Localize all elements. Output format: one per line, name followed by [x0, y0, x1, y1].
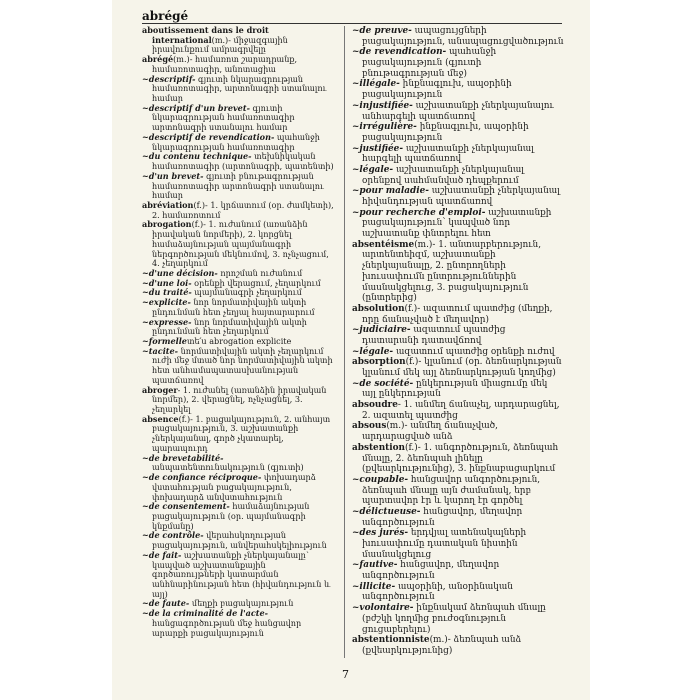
definition-text: գյուտի բնութագրության համառոտագիր արտոնագրի ստանալու համար	[152, 170, 324, 201]
definition-text: 1. բացակայություն, 2. անհայտ բացակայություն, 3. աշխատանքի չներկայանալ, գործ չկատարել, պարապուրդ	[152, 413, 331, 453]
dictionary-subentry	[142, 133, 337, 152]
dictionary-subentry	[142, 473, 337, 502]
right-column	[352, 26, 564, 657]
dictionary-subentry	[142, 298, 337, 317]
definition-text: աշխատանքի չներկայանալը՝ կապված աշխատանքային գործառույթների կատարման անհնարինության հետ (հիվանդություն և այլ)	[152, 549, 331, 599]
definition-text: պահանջի նկարագրության համառոտագիր	[152, 131, 320, 152]
dictionary-entry	[352, 240, 564, 304]
grammar-label: (m.)-	[173, 54, 193, 65]
page-header	[142, 5, 562, 24]
phrase: ~descriptif d'un brevet-	[142, 102, 250, 113]
phrase: ~de fait-	[142, 549, 182, 560]
grammar-label: (m.)-	[211, 34, 231, 45]
grammar-label: (f.)-	[193, 199, 208, 210]
definition-text: աշխատանքի չներկայանալ հիվանդության պատճառով	[362, 186, 560, 207]
dictionary-entry	[352, 357, 564, 378]
grammar-label: (f.)-	[405, 442, 421, 453]
grammar-label: (f.)-	[178, 413, 193, 424]
dictionary-subentry	[352, 475, 564, 507]
definition-text: վերահսկողության բացակայություն, անվերահսկելիություն	[152, 530, 327, 551]
dictionary-subentry	[142, 531, 337, 550]
definition-text: միջազգային իրավունքում ամրագրվելը	[152, 34, 288, 55]
phrase: ~explicite-	[142, 297, 191, 308]
headword: absentéisme	[352, 239, 415, 250]
definition-text: abrogation explicite	[206, 336, 292, 346]
phrase: ~des jurés-	[352, 528, 409, 539]
phrase: ~pour maladie-	[352, 186, 429, 197]
definition-text: 1. անգործություն, ձեռնպահ մնալը, 2. ձեռնպահ լինելը (քվեարկությունից), 3. ինքնաբացարկում	[362, 442, 559, 475]
headword: absence	[142, 413, 179, 424]
phrase: ~de contrôle-	[142, 530, 204, 541]
definition-text: ազատում պատժից օրենքի ուժով	[393, 346, 555, 357]
headword: abstention	[352, 442, 405, 453]
dictionary-subentry	[142, 172, 337, 201]
phrase: ~injustifiée-	[352, 100, 413, 111]
grammar-label: (m.)-	[429, 635, 451, 646]
phrase: ~expresse-	[142, 316, 192, 327]
grammar-label: -	[397, 400, 401, 411]
definition-text: աշխատանքի չներկայանալ հարգելի պատճառով	[362, 143, 534, 165]
phrase: ~illégale-	[352, 79, 400, 90]
phrase: ~d'une décision-	[142, 267, 218, 278]
phrase: ~de faute-	[142, 598, 190, 609]
dictionary-entry	[142, 201, 337, 220]
left-column	[142, 26, 337, 638]
definition-text: համառոտ շարադրանք, համառոտագիր, անոտացիա	[152, 54, 298, 74]
definition-text: գյուտի նկարագրության համառոտագիր, արտոնագրի ստանալու համար	[152, 73, 327, 104]
definition-text: անպատենտունակություն (գյուտի)	[152, 462, 304, 473]
guide-word: abrégé	[142, 9, 189, 23]
definition-text: ինքնագլուխ, ապօրինի բացակայություն	[362, 122, 529, 143]
definition-text: մեղքի բացակայություն	[189, 598, 294, 609]
dictionary-entry	[142, 26, 337, 55]
dictionary-subentry	[352, 208, 564, 240]
definition-text: գյուտի նկարագրության համառոտագիր արտոնագրի ստանալու համար	[152, 102, 295, 133]
dictionary-entry	[352, 421, 564, 442]
definition-text: անմեղ ճանաչված, արդարացված անձ	[362, 421, 498, 443]
definition-text: աշխատանքի չներկայանալու անհարգելի պատճառով	[362, 100, 554, 122]
dictionary-entry	[142, 415, 337, 454]
phrase: ~de brevetabilité-	[142, 452, 224, 463]
dictionary-subentry	[352, 79, 564, 100]
grammar-label: (m.)-	[386, 421, 408, 432]
column-divider	[344, 26, 345, 658]
definition-text: նոր նորմատիվային ակտի ընդունման հետ չեղարկում	[152, 316, 307, 337]
dictionary-entry	[142, 55, 337, 74]
definition-text: տեխնիկական համառոտագիր (արտոնագրի, պատենտի)	[152, 151, 334, 172]
phrase: ~justifiée-	[352, 143, 403, 154]
phrase: ~illicite-	[352, 581, 396, 592]
definition-text: 1. կրճատում (օր. ժամկետի), 2. համառոտում	[152, 199, 334, 220]
dictionary-subentry	[352, 528, 564, 560]
phrase: ~de la criminalité de l'acte-	[142, 608, 269, 619]
dictionary-page	[112, 0, 590, 700]
definition-text: նորմատիվային ակտի չեղարկում ուժի մեջ մտած նոր նորմատիվային ակտի հետ անհամապատասխանության պատճառով	[152, 345, 333, 385]
definition-text: հանցագործության մեջ հանցավոր արարքի բացակայություն	[152, 617, 302, 638]
definition-text: ազատում պատժից (մեղքի, որը ճանաչված է մեղավոր)	[362, 303, 553, 325]
headword: abrogation	[142, 219, 192, 230]
definition-text: կլանում (օր. ձեռնարկության կլանում մեկ այլ ձեռնարկության կողմից)	[362, 357, 562, 378]
headword: abstentionniste	[352, 635, 430, 646]
definition-text: աշխատանքի բացակայություն՝ կապված նոր աշխատանք փնտրելու հետ	[362, 207, 552, 240]
definition-text: 1. անտարբերություն, արտենտեիզմ, աշխատանքի չներկայանալը, 2. ընտրողների խուսափումն ընտրություններին մասնակցելուց, 3. բացակայություն (ընտրերից)	[362, 239, 542, 304]
dictionary-entry	[142, 220, 337, 269]
phrase: ~irrégulière-	[352, 122, 417, 133]
dictionary-subentry	[352, 560, 564, 581]
headword: absoudre	[352, 400, 398, 411]
dictionary-subentry	[142, 318, 337, 337]
grammar-label: (f.)-	[404, 303, 421, 314]
dictionary-entry	[142, 386, 337, 415]
phrase: ~du traité-	[142, 287, 192, 298]
phrase: ~formelle	[142, 336, 187, 346]
dictionary-subentry	[142, 75, 337, 104]
dictionary-subentry	[352, 186, 564, 207]
dictionary-subentry	[352, 101, 564, 122]
dictionary-subentry	[142, 104, 337, 133]
phrase: ~de confiance réciproque-	[142, 472, 262, 483]
phrase: ~descriptif de revendication-	[142, 131, 275, 142]
definition-text: ազատում պատժից դատարանի դատավճռով	[362, 325, 506, 346]
definition-text: 1. ուժանում (առանձին իրավական նորմերի), 2. կորցնել համաձայնության պայմանագրի ներգործության մեկնումով, 3. ոչնչացում, 4. չեղարկում	[152, 219, 329, 269]
definition-text: ապացույցների բացակայություն, անապացուցվածություն	[362, 26, 564, 47]
dictionary-subentry	[352, 582, 564, 603]
definition-text: հանցավոր, մեղավոր անգործություն	[362, 506, 523, 528]
dictionary-entry	[352, 635, 564, 656]
headword: abrégé	[142, 54, 174, 65]
definition-text: որոշման ուժանում	[217, 267, 303, 278]
definition-text: ինքնակամ ձեռնպահ մնալը (բժշկի կողմից բուժօգնություն ցուցաբերելու)	[362, 603, 546, 635]
grammar-label: -	[177, 384, 181, 395]
grammar-label: տե՛ս	[186, 336, 207, 346]
dictionary-subentry	[352, 603, 564, 635]
phrase: ~du contenu technique-	[142, 151, 252, 162]
phrase: ~judiciaire-	[352, 325, 411, 336]
dictionary-subentry	[352, 26, 564, 47]
definition-text: նոր նորմատիվային ակտի ընդունման հետ չեղյալ հայտարարում	[152, 297, 315, 317]
dictionary-subentry	[352, 122, 564, 143]
headword: abroger	[142, 384, 178, 395]
phrase: ~fautive-	[352, 560, 398, 571]
phrase: ~d'un brevet-	[142, 170, 204, 181]
phrase: ~volontaire-	[352, 603, 414, 614]
definition-text: երդվյալ ատենակալների խուսափումը դատական նիստին մասնակցելուց	[362, 528, 527, 560]
dictionary-subentry	[352, 347, 564, 358]
phrase: ~pour recherche d'emploi-	[352, 207, 486, 218]
definition-text: ընկերության միացումը մեկ այլ ընկերության	[362, 378, 548, 400]
headword: absorption	[352, 357, 406, 368]
definition-text: 1. անմեղ ճանաչել, արդարացնել, 2. ազատել պատժից	[362, 400, 560, 421]
dictionary-subentry	[142, 152, 337, 171]
headword: absous	[352, 421, 387, 432]
phrase: ~légale-	[352, 346, 394, 357]
dictionary-subentry	[352, 47, 564, 79]
grammar-label: (f.)-	[191, 219, 206, 230]
page-number: 7	[342, 668, 349, 681]
dictionary-entry	[352, 400, 564, 421]
definition-text: ձեռնպահ անձ (քվեարկությունից)	[362, 635, 522, 656]
headword: abréviation	[142, 199, 194, 210]
dictionary-subentry	[142, 551, 337, 600]
headword: absolution	[352, 303, 405, 314]
phrase: ~d'une loi-	[142, 277, 192, 288]
phrase: ~légale-	[352, 164, 394, 175]
dictionary-subentry	[352, 325, 564, 346]
phrase: ~de société-	[352, 378, 414, 389]
dictionary-subentry	[142, 454, 337, 473]
phrase: ~délictueuse-	[352, 506, 421, 517]
definition-text: պայմանագրի չեղարկում	[191, 287, 302, 298]
headword: aboutissement dans le droit international	[142, 25, 269, 45]
dictionary-entry	[352, 443, 564, 475]
dictionary-subentry	[352, 144, 564, 165]
dictionary-subentry	[352, 379, 564, 400]
dictionary-subentry	[142, 347, 337, 386]
dictionary-subentry	[142, 609, 337, 638]
definition-text: հանցավոր անգործություն, ձեռնպահ մնալը այն ժամանակ, երբ պարտավոր էր և կարող էր գործել	[362, 474, 541, 507]
phrase: ~tacite-	[142, 345, 179, 356]
dictionary-subentry	[142, 502, 337, 531]
definition-text: համաձայնության բացակայություն (օր. պայմանագրի կնքմանը)	[152, 501, 310, 531]
phrase: ~de consentement-	[142, 501, 230, 512]
phrase: ~de preuve-	[352, 26, 412, 36]
definition-text: փոխադարձ վստահության բացակայություն, փոխադարձ անվստահություն	[152, 472, 316, 502]
definition-text: հանցավոր, մեղավոր անգործություն	[362, 560, 500, 582]
phrase: ~de revendication-	[352, 47, 447, 58]
definition-text: 1. ուժանել (առանձին իրավական նորմեր), 2. վերացնել, ոչնչացնել, 3. չեղարկել	[152, 384, 327, 415]
definition-text: պահանջի բացակայություն (գյուտի բնութագրության մեջ)	[362, 47, 497, 79]
phrase: ~coupable-	[352, 474, 409, 485]
dictionary-subentry	[352, 165, 564, 186]
grammar-label: (m.)-	[414, 239, 436, 250]
definition-text: աշխատանքի չներկայանալ օրենքով սահմանված դեպքերում	[362, 164, 525, 186]
dictionary-subentry	[352, 507, 564, 528]
dictionary-entry	[352, 304, 564, 325]
definition-text: ինքնագլուխ, ապօրինի բացակայություն	[362, 79, 512, 101]
definition-text: օրենքի վերացում, չեղարկում	[191, 277, 321, 288]
grammar-label: (f.)-	[405, 357, 422, 368]
phrase: ~descriptif-	[142, 73, 196, 84]
definition-text: ապօրինի, անօրինական անգործություն	[362, 581, 513, 603]
